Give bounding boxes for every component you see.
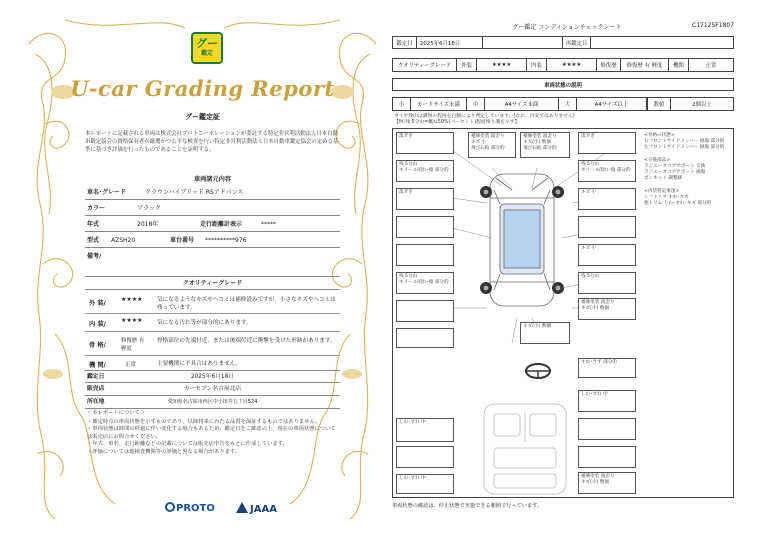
jaaa-logo-text: JAAA [250,504,277,515]
note-text: 残 5分山 ホイール削れ･傷 部分的 [399,274,449,285]
dealer-label: 販売店 [87,386,105,392]
size-large-desc: A4サイズ以上 [577,98,647,110]
sheet-int-stars: ★★★★ [547,59,597,71]
sheet-repair-label: 修復歴 [597,59,621,71]
note-box [578,390,636,412]
sheet-date-label: 鑑定日 [393,37,417,48]
grading-certificate [25,14,380,526]
size-small-desc: カードサイズ未満 [411,98,467,110]
note-box [396,446,454,468]
state-title-bar [392,78,734,91]
sheet-ext-stars: ★★★★ [477,59,527,71]
type-value: AZSH20 [111,237,136,244]
note-item: ・鑑定時点の車両状態を示すものであり、以降将来にわたる品質を保証するものではありません。 [87,418,321,425]
note-text: 補修塗装 波歪り キズ(小) 数個 飛び石痕 部分的 [523,134,557,151]
address-value: 愛知県名古屋市西区中小田井五丁目524 [167,399,258,405]
size-mid: 中 [467,98,485,110]
retest-value [591,37,733,48]
note-box [396,418,454,442]
dealer-row [85,383,340,396]
sheet-int-label: 内装 [527,59,547,71]
jaaa-mark-icon [236,502,248,513]
exterior-description: 気になるようなキズやヘコミは補修済みですが、小さなキズやヘコミは残っています。 [157,297,336,311]
mechanical-value: 正常 [125,362,136,368]
color-value: ブラック [137,205,161,212]
frame-label: 骨 格/ [89,342,106,349]
goo-kantei-logo [187,28,227,70]
interior-stars: ★★★★ [121,317,143,324]
note-item: ・年式、車名、走行距離などの記載については販売店申告をもとに作成しています。 [87,441,288,448]
report-subtitle: グー鑑定証 [185,113,220,121]
note-box [578,160,636,182]
color-row [85,202,340,216]
logo-text-main: グー [196,37,218,50]
note-item: ・評価については他検査機関等の評価と異なる場合があります。 [87,448,241,455]
chassis-value: **********976 [205,237,247,244]
count-value: 2個以上 [692,102,712,108]
frame-row [85,334,340,356]
quality-grade-title: クオリティーグレード [85,276,340,290]
note-box [578,446,636,468]
note-text: しわ･すれ 中 [399,476,426,481]
note-text: しわ･すれ 中 [581,392,608,397]
dealer-value: カーセブン名古屋北店 [183,386,242,392]
inspection-notes-text: <骨格の状態> 右フロントサイドメンバー 損傷 部分的 左フロントサイドメンバー 損傷 部分的 <交換部品> ラジエータコアサポート 交換 ラジエータコアサポート 損傷 ボンネット 調整跡 <内装特記事項> シフトノブ すれ･キズ 他トリム しわ･すれ･キズ 部分的 [644,133,725,207]
note-box [396,272,454,294]
note-text: キズ(小) 数個 [523,324,551,329]
note-text: 補修塗装 波歪り キズ(小) 数個 [581,300,615,311]
mileage-value: ***** [261,221,276,228]
note-box [578,472,636,494]
spec-section-title: 車両諸元内容 [193,176,232,183]
logo-text-sub: 鑑定 [200,50,213,57]
car-interior-diagram [480,402,570,496]
proto-logo [165,502,215,514]
interior-description: 気になる汚れ等が部分的にあります。 [157,320,252,326]
note-box [578,132,636,154]
note-box [520,132,570,158]
note-box [396,216,454,238]
count-label: 数値 [647,98,671,110]
note-text: 落ガき [581,134,595,139]
frame-description: 骨格部位の先端付近、または後端付近に衝撃を受けた形跡があります。 [157,338,336,344]
sheet-engine-label: 機関 [669,59,689,71]
date-row [85,370,340,383]
year-row [85,218,340,232]
note-text: すれ･さず 部分的 [581,360,617,365]
proto-logo-text: PROTO [176,503,215,514]
note-box [468,132,516,158]
interior-label: 内 装/ [89,321,106,328]
note-text: しわ･すれ 中 [399,420,426,425]
address-label: 所在地 [87,399,105,405]
note-box [578,418,636,440]
sheet-title: グー鑑定 コンディションチェックシート [512,24,622,31]
chassis-label: 車台番号 [170,237,195,244]
notes-heading: ＜本レポートについて＞ [87,410,146,416]
exterior-label: 外 装/ [89,300,106,307]
note-text: キズ 小 [581,190,597,195]
note-box [396,132,454,154]
note-text: 残 5分山 ホイール削れ･傷 部分的 [581,162,631,173]
model-label: 車名･グレード [87,189,127,196]
note-text: 補修塗装 波歪り キズ 小 飛び石痕 部分的 [471,134,505,151]
exterior-row [85,294,340,314]
remarks-row [85,250,340,264]
sheet-qg-label: クオリティーグレード [393,59,457,71]
mechanical-description: 主要機関に不具合はありません。 [157,361,242,367]
mechanical-row [85,358,340,370]
type-label: 型式 [87,237,100,244]
size-mid-desc: A4サイズ未満 [485,98,559,110]
size-large: 大 [559,98,577,110]
sheet-engine-value: 正常 [705,63,717,69]
note-text: 落ガき [399,190,413,195]
type-row [85,234,340,248]
note-text: 残 5分山 ホイール削れ･傷 部分的 [399,162,449,173]
mechanical-label: 機 関/ [89,362,106,369]
sheet-date-value: 2025年6月18日 [417,37,483,48]
note-box [578,244,636,266]
retest-label: 再鑑定日 [563,37,591,48]
note-box [578,272,636,294]
note-box [578,188,636,210]
note-box [520,322,570,344]
note-box [578,358,636,378]
model-row [85,186,340,200]
note-text: 落ガき [399,134,413,139]
inspection-notes [642,132,730,228]
date-value: 2025年6月18日 [190,374,235,380]
certification-statement: 本レポートに記載される車両は株式会社プロトコーポレーションが委託する特定非営利活動法人日本自動車鑑定協会の資格保有者が厳選かつ公平な検査を行い特定非営利活動法人日本自動車鑑定協会の定める基準に基づき評価を行ったものであることを証明する。 [85,131,339,153]
note-box [396,300,454,322]
tire-note-1: タイヤ残山は溝無の程度を目側により判定しています。(なお、目安ではありません) [394,114,575,119]
note-text: 補修塗装 波歪り キズ(小) 数個 [581,474,615,485]
sheet-id: C17125F1807 [692,22,734,29]
condition-check-sheet [392,22,742,512]
sheet-ext-label: 外装 [457,59,477,71]
model-value: クラウンハイブリッド RSアドバンス [145,189,244,196]
report-notes [87,410,337,457]
note-box [578,298,636,320]
note-box [396,328,454,348]
note-text: キズ 小 [581,246,597,251]
remarks-label: 備考/ [87,253,102,260]
jaaa-logo [236,502,277,515]
tire-note-2: 【例:残 5分山=概ね50%(パーセント)程度残り溝を示す】 [394,120,520,125]
proto-mark-icon [165,502,175,512]
note-box [396,160,454,182]
quality-grade-table [392,58,734,72]
note-box [396,244,454,266]
note-box [396,474,454,494]
note-text: 残 5分山 [581,274,600,279]
note-item: ・車両状態は時間の経過に伴い変化する場合もあるため、鑑定日をご確認の上、現在の車両状態については販売店にお問合せください。 [87,426,336,440]
note-box [396,188,454,210]
size-legend-table [392,97,734,111]
sheet-repair-value: 修復歴 有 軽度 [621,59,669,71]
report-title: U-car Grading Report [70,76,335,101]
interior-row [85,316,340,332]
date-table [392,36,734,49]
state-title: 車両状態の説明 [544,82,582,89]
mileage-label: 走行距離計表示 [200,221,243,228]
color-label: カラー [87,205,106,212]
year-value: 2018年 [137,221,159,228]
exterior-stars: ★★★★ [121,296,143,303]
date-label: 鑑定日 [87,374,105,380]
frame-value: 修復歴 有 軽度 [121,338,145,352]
year-label: 年式 [87,221,100,228]
address-row [85,396,340,409]
steering-wheel-icon [524,362,552,380]
sheet-footer-note: 車両状態の確認は、停止状態で実施できる範囲で行っています。 [392,503,543,509]
note-box [578,216,636,238]
size-small: 小 [393,98,411,110]
